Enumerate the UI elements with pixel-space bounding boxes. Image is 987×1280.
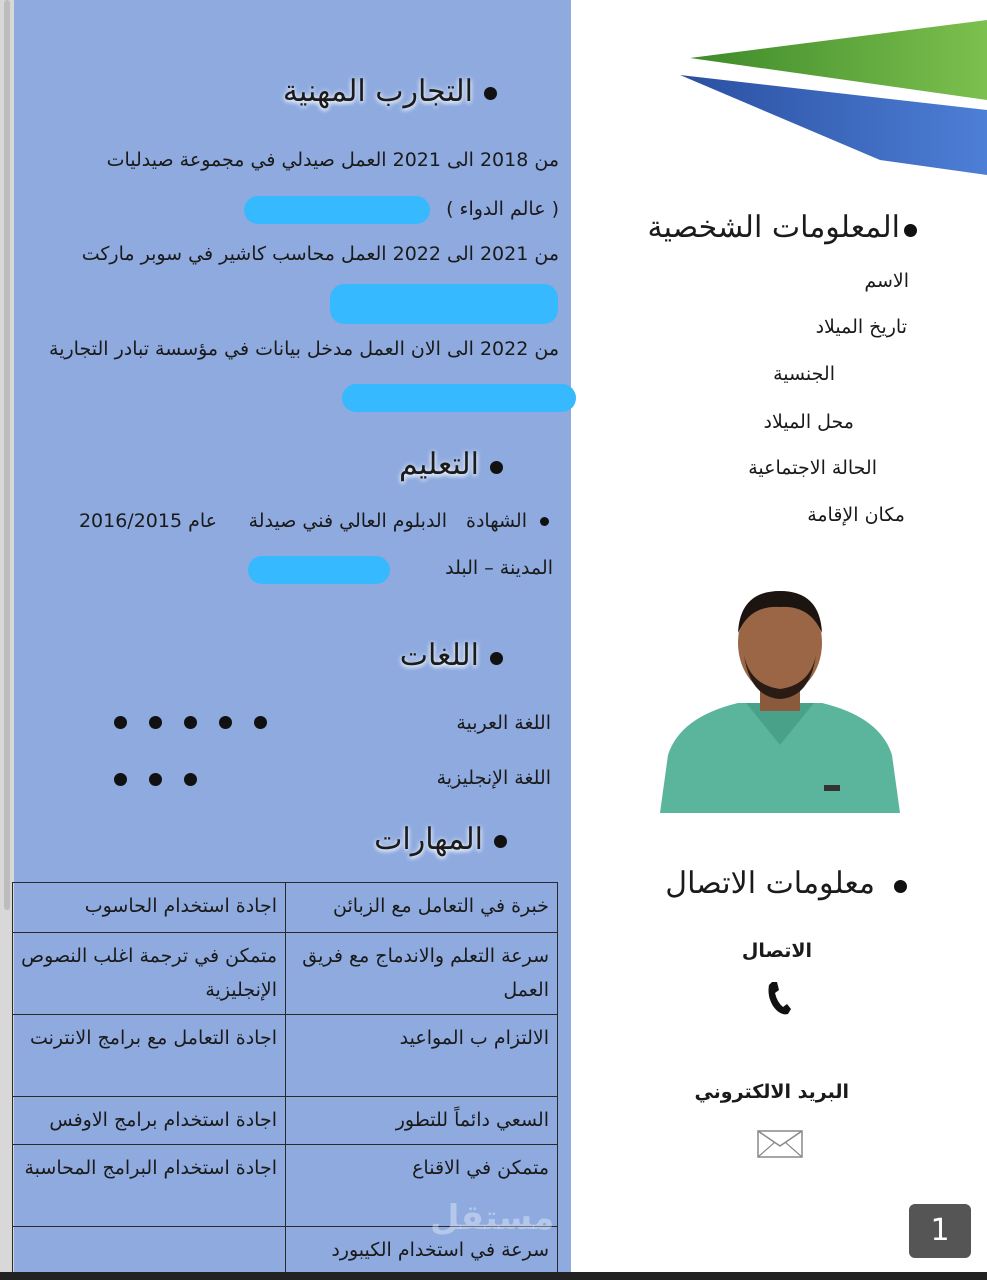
- personal-field-birthplace: محل الميلاد: [763, 411, 854, 433]
- skill-cell: السعي دائماً للتطور: [286, 1097, 558, 1145]
- contact-bullet: [894, 880, 907, 893]
- personal-bullet: [904, 224, 917, 237]
- experience-line-2: ( عالم الدواء ): [446, 198, 559, 220]
- skill-cell: اجادة استخدام برامج الاوفس: [13, 1097, 286, 1145]
- languages-bullet: [490, 652, 503, 665]
- contact-email-label: البريد الالكتروني: [694, 1081, 849, 1103]
- skills-heading: المهارات: [374, 822, 483, 857]
- education-degree-label: الشهادة: [466, 510, 527, 532]
- education-item-bullet: [540, 517, 549, 526]
- contact-phone-label: الاتصال: [741, 940, 812, 962]
- watermark: مستقل: [430, 1198, 555, 1238]
- language-english-label: اللغة الإنجليزية: [436, 767, 551, 789]
- education-degree: الدبلوم العالي فني صيدلة: [248, 510, 447, 532]
- skill-cell: خبرة في التعامل مع الزبائن: [286, 883, 558, 933]
- language-arabic-label: اللغة العربية: [456, 712, 551, 734]
- language-arabic-level: [114, 716, 267, 729]
- experience-heading: التجارب المهنية: [282, 74, 473, 109]
- contact-heading: معلومات الاتصال: [665, 866, 875, 901]
- experience-line-3: من 2021 الى 2022 العمل محاسب كاشير في سوبر ماركت: [81, 243, 559, 265]
- scrollbar-thumb[interactable]: [4, 0, 10, 910]
- profile-photo: [660, 585, 900, 813]
- personal-field-residence: مكان الإقامة: [807, 504, 905, 526]
- envelope-icon: [757, 1130, 803, 1158]
- skill-cell: متمكن في ترجمة اغلب النصوص الإنجليزية: [13, 933, 286, 1015]
- page-number-badge: 1: [909, 1204, 971, 1258]
- personal-field-birthdate: تاريخ الميلاد: [815, 316, 907, 338]
- skill-cell: اجادة استخدام البرامج المحاسبة: [13, 1145, 286, 1227]
- redaction-mark: [330, 284, 558, 324]
- languages-heading: اللغات: [399, 638, 479, 673]
- redaction-mark: [342, 384, 576, 412]
- skill-cell: سرعة في استخدام الكيبورد: [286, 1227, 558, 1275]
- personal-field-nationality: الجنسية: [773, 363, 835, 385]
- education-bullet: [490, 461, 503, 474]
- bottom-border: [0, 1272, 987, 1280]
- skill-cell: [13, 1227, 286, 1275]
- experience-bullet: [484, 87, 497, 100]
- personal-heading: المعلومات الشخصية: [647, 210, 900, 245]
- skill-cell: اجادة التعامل مع برامج الانترنت: [13, 1015, 286, 1097]
- skill-cell: متمكن في الاقناع: [286, 1145, 558, 1227]
- phone-icon: [766, 980, 792, 1016]
- redaction-mark: [248, 556, 390, 584]
- language-english-level: [114, 773, 197, 786]
- skill-cell: سرعة التعلم والاندماج مع فريق العمل: [286, 933, 558, 1015]
- education-city-label: المدينة – البلد: [445, 557, 553, 579]
- experience-line-1: من 2018 الى 2021 العمل صيدلي في مجموعة صيدليات: [106, 149, 559, 171]
- skill-cell: اجادة استخدام الحاسوب: [13, 883, 286, 933]
- education-year: عام 2016/2015: [78, 510, 217, 532]
- redaction-mark: [244, 196, 430, 224]
- education-heading: التعليم: [399, 447, 479, 482]
- skills-bullet: [494, 835, 507, 848]
- experience-line-4: من 2022 الى الان العمل مدخل بيانات في مؤسسة تبادر التجارية: [49, 338, 559, 360]
- skill-cell: الالتزام ب المواعيد: [286, 1015, 558, 1097]
- header-decoration: [680, 20, 987, 175]
- personal-field-marital: الحالة الاجتماعية: [748, 457, 877, 479]
- personal-field-name: الاسم: [864, 270, 909, 292]
